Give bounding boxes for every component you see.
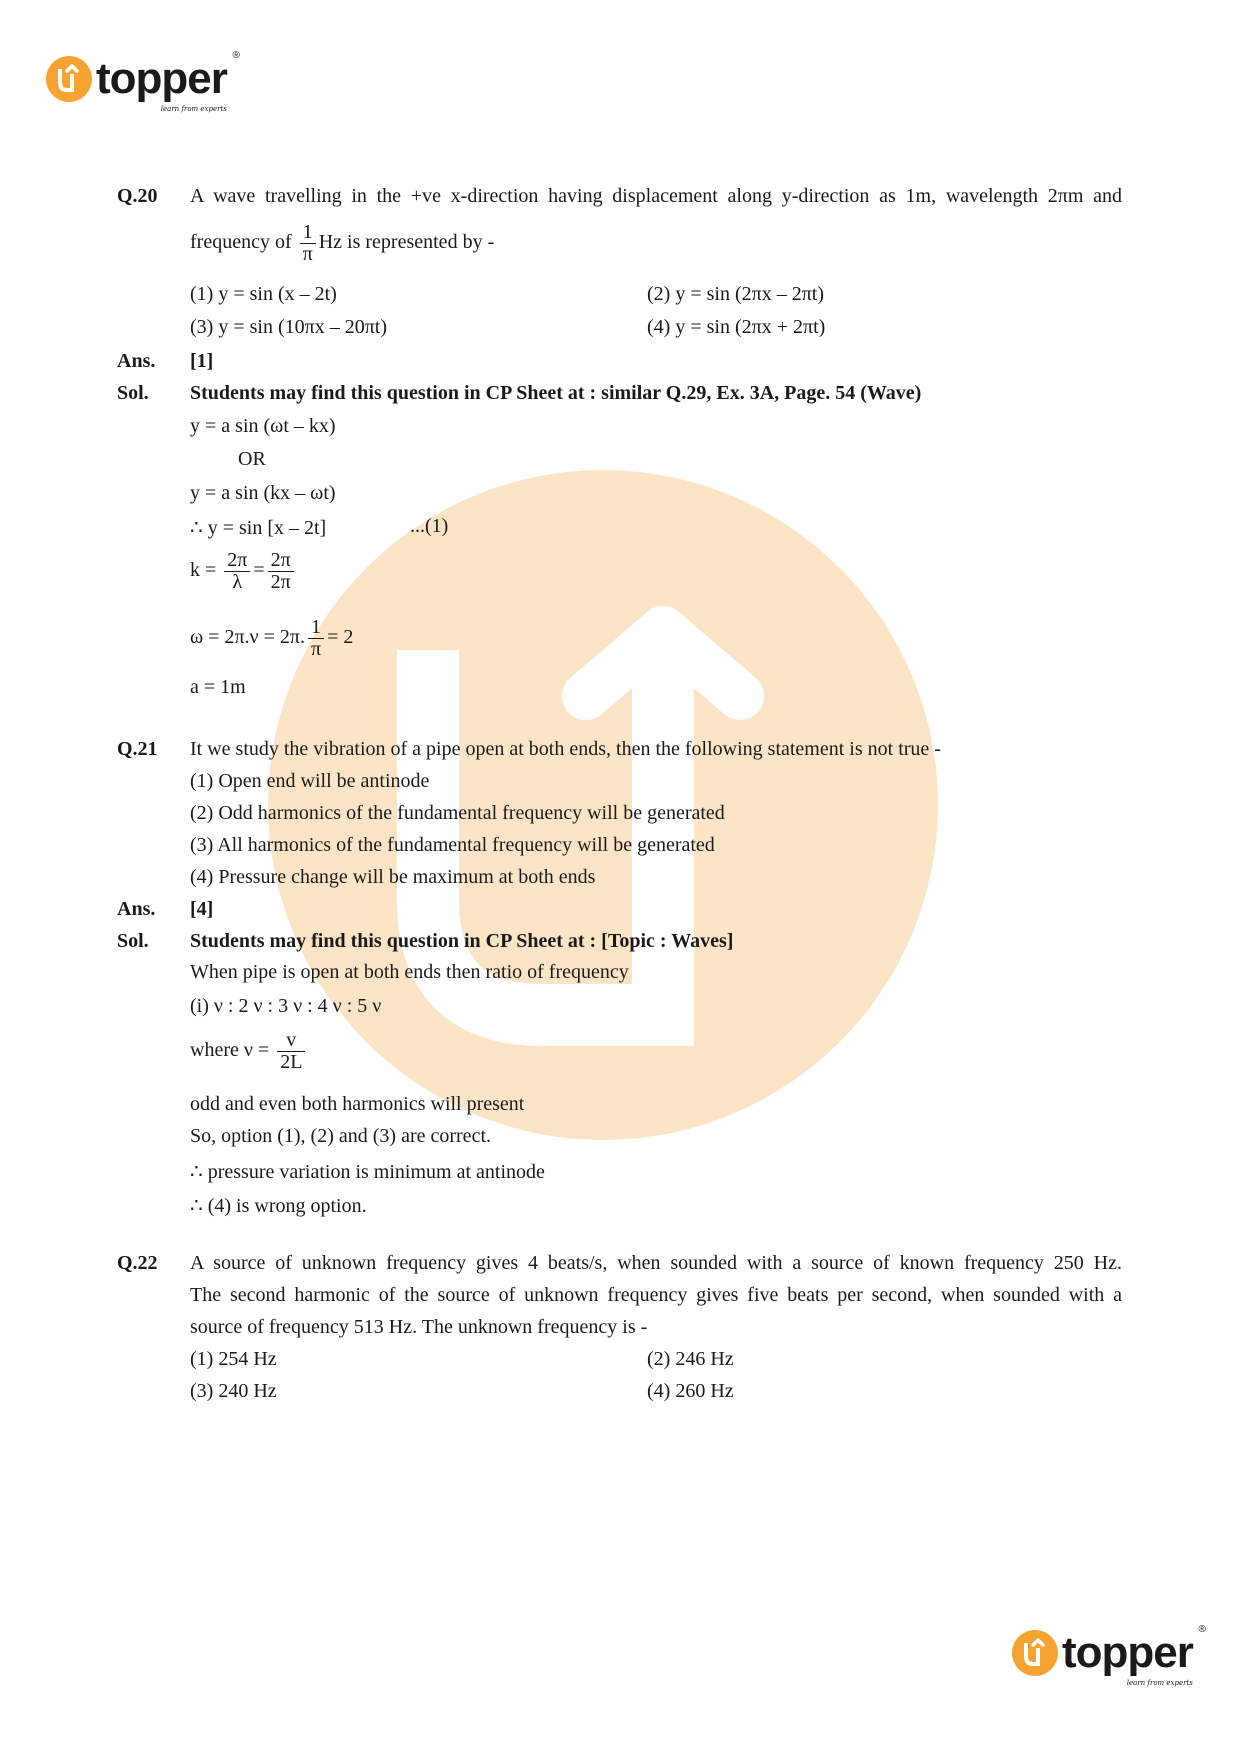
brand-mark-icon [46, 56, 92, 102]
q20-k-equation: k = $\frac{2\pi}{\lambda}$ = $\frac{2\pi}{2\pi}$ [190, 550, 297, 593]
brand-wordmark: topper ® learn from experts [96, 50, 239, 113]
q21-sol-line4: So, option (1), (2) and (3) are correct. [190, 1125, 491, 1147]
brand-mark-icon [1012, 1630, 1058, 1676]
q21-text: It we study the vibration of a pipe open at both ends, then the following statement is not true - [190, 738, 941, 760]
q21-option-3: (3) All harmonics of the fundamental frequency will be generated [190, 834, 715, 856]
q20-text-line1: A wave travelling in the +ve x-direction having displacement along y-direction as 1m, wavelength 2πm and [190, 185, 1122, 207]
q20-sol-heading: Students may find this question in CP Sheet at : similar Q.29, Ex. 3A, Page. 54 (Wave) [190, 382, 922, 404]
fraction: $\frac{1}{\pi}$ [300, 222, 316, 265]
q20-text-line2: frequency of $\frac{1}{\pi}$ Hz is represented by - [190, 221, 495, 265]
q20-sol-line3: ∴ y = sin [x – 2t] [190, 517, 327, 539]
q21-answer: [4] [190, 898, 214, 920]
q20-sol-label: Sol. [117, 382, 149, 404]
brand-logo-top [46, 50, 239, 113]
fraction: $\frac{2\pi}{2\pi}$ [268, 550, 294, 593]
q20-option-4: (4) y = sin (2πx + 2πt) [647, 316, 826, 338]
q21-sol-line3: odd and even both harmonics will present [190, 1093, 525, 1115]
q20-sol-line2: y = a sin (kx – ωt) [190, 482, 336, 504]
q20-omega-equation: ω = 2π.ν = 2π. $\frac{1}{\pi}$ = 2 [190, 616, 354, 660]
q21-label: Q.21 [117, 738, 158, 760]
q20-sol-equation-ref: ...(1) [410, 515, 449, 537]
brand-logo-bottom [1012, 1624, 1205, 1687]
q21-sol-heading: Students may find this question in CP Sheet at : [Topic : Waves] [190, 930, 734, 952]
q20-a-line: a = 1m [190, 676, 246, 698]
q22-option-1: (1) 254 Hz [190, 1348, 277, 1370]
q22-text-line1: A source of unknown frequency gives 4 beats/s, when sounded with a source of known frequency 250 Hz. [190, 1252, 1122, 1274]
q22-label: Q.22 [117, 1252, 158, 1274]
q20-label: Q.20 [117, 185, 158, 207]
q21-option-4: (4) Pressure change will be maximum at both ends [190, 866, 596, 888]
q21-sol-line1: When pipe is open at both ends then ratio of frequency [190, 961, 629, 983]
fraction: $\frac{1}{\pi}$ [308, 617, 324, 660]
q20-answer: [1] [190, 350, 214, 372]
q20-sol-line1: y = a sin (ωt – kx) [190, 415, 336, 437]
q20-option-1: (1) y = sin (x – 2t) [190, 283, 337, 305]
q20-sol-or: OR [238, 448, 266, 470]
fraction: $\frac{v}{2L}$ [277, 1030, 305, 1073]
q20-ans-label: Ans. [117, 350, 156, 372]
q21-sol-label: Sol. [117, 930, 149, 952]
q22-option-4: (4) 260 Hz [647, 1380, 734, 1402]
fraction: $\frac{2\pi}{\lambda}$ [224, 550, 250, 593]
q21-option-2: (2) Odd harmonics of the fundamental frequency will be generated [190, 802, 725, 824]
q22-option-2: (2) 246 Hz [647, 1348, 734, 1370]
q22-text-line3: source of frequency 513 Hz. The unknown frequency is - [190, 1316, 648, 1338]
q21-option-1: (1) Open end will be antinode [190, 770, 430, 792]
q20-option-2: (2) y = sin (2πx – 2πt) [647, 283, 825, 305]
q21-where-equation: where ν = $\frac{v}{2L}$ [190, 1030, 308, 1073]
q21-sol-line5: ∴ pressure variation is minimum at antinode [190, 1161, 545, 1183]
q20-option-3: (3) y = sin (10πx – 20πt) [190, 316, 388, 338]
q22-text-line2: The second harmonic of the source of unknown frequency gives five beats per second, when sounded with a [190, 1284, 1122, 1306]
q22-option-3: (3) 240 Hz [190, 1380, 277, 1402]
q21-sol-line6: ∴ (4) is wrong option. [190, 1195, 367, 1217]
q21-ans-label: Ans. [117, 898, 156, 920]
q21-sol-line2: (i) ν : 2 ν : 3 ν : 4 ν : 5 ν [190, 995, 382, 1017]
brand-wordmark: topper ® learn from experts [1062, 1624, 1205, 1687]
